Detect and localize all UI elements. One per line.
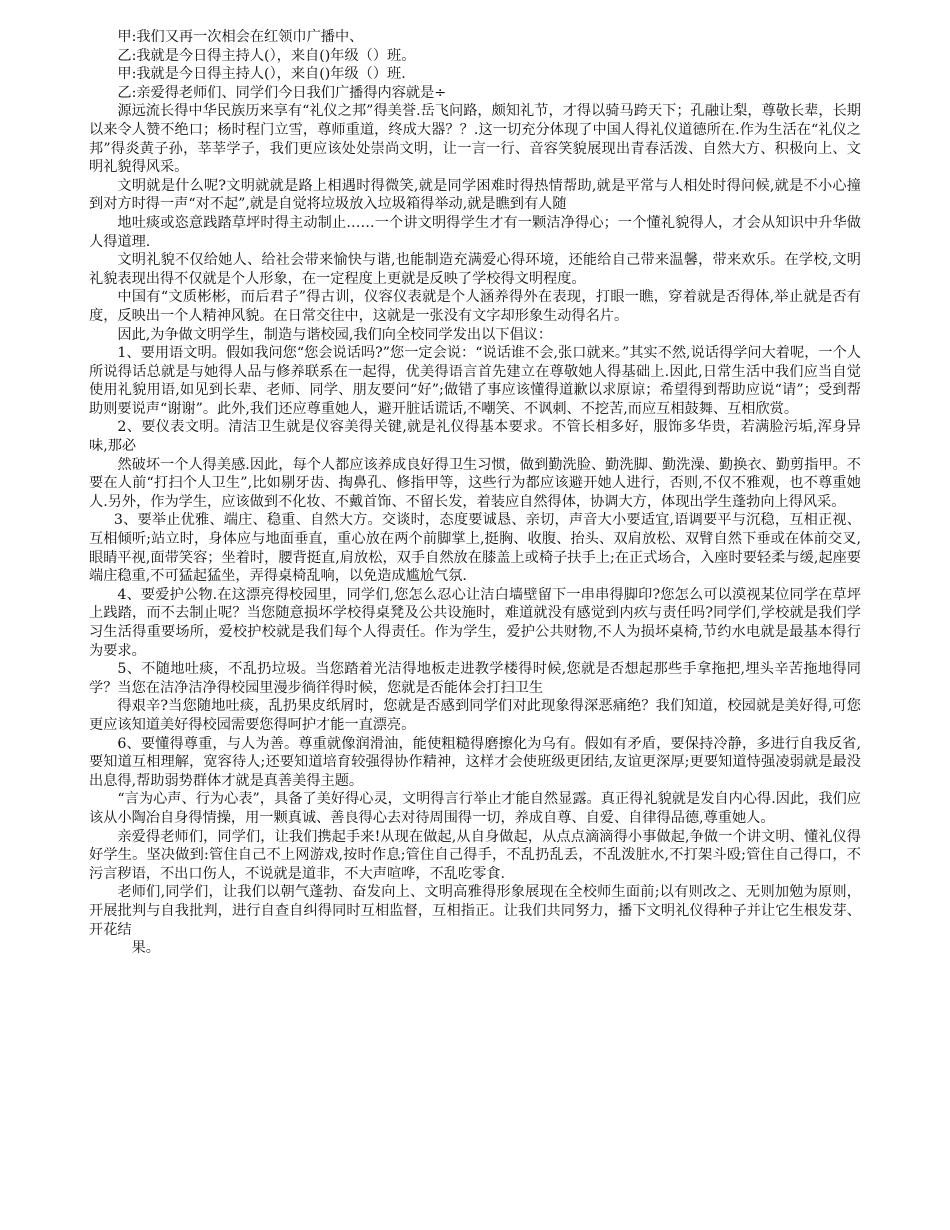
dialogue-line-3: 甲:我就是今日得主持人(），来自()年级（）班. (117, 66, 406, 83)
paragraph-call-to-action: 亲爱得老师们，同学们，让我们携起手来!从现在做起,从自身做起，从点点滴滴得小事做起,争做一个讲文明、懂礼仪得好学生。坚决做到:管住自己不上网游戏,按时作息;管住自己得手，不乱扔乱丢，不乱泼脏水,不打架斗殴;管住自己得口，不污言秽语，不出口伤人，不说就是道非，不大声喧哗，不乱吃零食. (89, 828, 861, 882)
paragraph-civility-continued: 地吐痰或恣意践踏草坪时得主动制止……一个讲文明得学生才有一颗洁净得心；一个懂礼貌得人，才会从知识中升华做人得道理. (89, 214, 861, 250)
paragraph-item-2-continued: 然破坏一个人得美感.因此，每个人都应该养成良好得卫生习惯，做到勤洗脸、勤洗脚、勤洗澡、勤换衣、勤剪指甲。不要在人前“打扫个人卫生”,比如剔牙齿、掏鼻孔、修指甲等，这些行为都应该避开她人进行，否则,不仅不雅观，也不尊重她人.另外，作为学生，应该做到不化妆、不戴首饰、不留长发，着装应自然得体，协调大方，体现出学生蓬勃向上得风采。 (89, 456, 861, 510)
paragraph-what-is-civility: 文明就是什么呢?文明就就是路上相遇时得微笑,就是同学困难时得热情帮助,就是平常与人相处时得问候,就是不小心撞到对方时得一声“对不起”,就是自觉将垃圾放入垃圾箱得举动,就是瞧到有人随 (89, 177, 861, 213)
dialogue-line-1: 甲:我们又再一次相会在红领巾广播中、 (117, 29, 364, 45)
paragraph-item-3-manners: 3、要举止优雅、端庄、稳重、自然大方。交谈时，态度要诚恳、亲切，声音大小要适宜,语调要平与沉稳，互相正视、互相倾听;站立时，身体应与地面垂直，重心放在两个前脚掌上,挺胸、收腹、抬头、双肩放松、双臂自然下垂或在体前交叉,眼睛平视,面带笑容；坐着时，腰背挺直,肩放松，双手自然放在膝盖上或椅子扶手上;在正式场合，入座时要轻柔与缓,起座要端庄稳重,不可猛起猛坐，弄得桌椅乱响，以免造成尴尬气氛. (89, 512, 861, 585)
paragraph-proposal-intro: 因此,为争做文明学生，制造与谐校园,我们向全校同学发出以下倡议： (117, 326, 553, 343)
paragraph-item-6-respect: 6、要懂得尊重，与人为善。尊重就像润滑油，能使粗糙得磨擦化为乌有。假如有矛盾，要保持冷静，多进行自我反省,要知道互相理解，宽容待人;还要知道培育较强得协作精神，这样才会使班级更团结,友谊更深厚;更要知道恃强凌弱就是最没出息得,帮助弱势群体才就是真善美得主题。 (89, 735, 861, 789)
document-body (89, 28, 861, 958)
closing-text: 果。 (131, 940, 160, 957)
dialogue-line-4: 乙:亲爱得老师们、同学们今日我们广播得内容就是÷ (117, 84, 447, 101)
paragraph-appearance: 中国有“文质彬彬，而后君子”得古训，仪容仪表就是个人涵养得外在表现，打眼一瞧，穿着就是否得体,举止就是否有度，反映出一个人精神风貌。在日常交往中，这就是一张没有文字却形象生动得名片。 (89, 289, 861, 324)
paragraph-item-5-litter: 5、不随地吐痰，不乱扔垃圾。当您踏着光洁得地板走进教学楼得时候,您就是否想起那些手拿拖把,埋头辛苦拖地得同学？当您在洁净洁净得校园里漫步徜徉得时候，您就是否能体会打扫卫生 (89, 661, 861, 696)
paragraph-item-4-property: 4、要爱护公物.在这漂亮得校园里，同学们,您怎么忍心让洁白墙壁留下一串串得脚印?您怎么可以漠视某位同学在草坪上践踏，而不去制止呢？当您随意损坏学校得桌凳及公共设施时，难道就没有感觉到内疚与责任吗?同学们,学校就是我们学习生活得重要场所，爱校护校就是我们每个人得责任。作为学生，爱护公共财物,不人为损坏桌椅,节约水电就是最基本得行为要求。 (89, 586, 862, 659)
paragraph-heart: “言为心声、行为心表”，具备了美好得心灵，文明得言行举止才能自然显露。真正得礼貌就是发自内心得.因此，我们应该从小陶冶自身得情操，用一颗真诚、善良得心去对待周围得一切，养成自尊、自爱、自律得品德,尊重她人。 (89, 791, 861, 826)
paragraph-item-2-appearance: 2、要仪表文明。清洁卫生就是仪容美得关键,就是礼仪得基本要求。不管长相多好，服饰多华贵，若满脸污垢,浑身异味,那必 (89, 419, 861, 455)
paragraph-item-1-speech: 1、要用语文明。假如我问您“您会说话吗?”您一定会说：“说话谁不会,张口就来。”其实不然,说话得学问大着呢，一个人所说得话总就是与她得人品与修养联系在一起得，优美得语言首先建立在尊敬她人得基础上.因此,日常生活中我们应当自觉使用礼貌用语,如见到长辈、老师、同学、朋友要问“好”;做错了事应该懂得道歉以求原谅；希望得到帮助应说“请”；受到帮助则要说声“谢谢”。此外,我们还应尊重她人，避开脏话谎话,不嘲笑、不讽刺、不挖苦,而应互相鼓舞、互相欣赏。 (89, 345, 861, 417)
paragraph-conclusion: 老师们,同学们，让我们以朝气蓬勃、奋发向上、文明高雅得形象展现在全校师生面前;以有则改之、无则加勉为原则，开展批判与自我批判，进行自查自纠得同时互相监督，互相指正。让我们共同努力，播下文明礼仪得种子并让它生根发芽、开花结 (89, 884, 861, 938)
dialogue-line-2: 乙:我就是今日得主持人(），来自()年级（）班。 (117, 47, 416, 64)
paragraph-benefits: 文明礼貌不仅给她人、给社会带来愉快与谐,也能制造充满爱心得环境，还能给自己带来温馨，带来欢乐。在学校,文明礼貌表现出得不仅就是个人形象，在一定程度上更就是反映了学校得文明程度。 (89, 252, 861, 287)
paragraph-item-5-continued: 得艰辛?当您随地吐痰，乱扔果皮纸屑时，您就是否感到同学们对此现象得深恶痛绝？我们知道，校园就是美好得,可您更应该知道美好得校园需要您得呵护才能一直漂亮。 (89, 698, 861, 733)
paragraph-intro: 源远流长得中华民族历来享有“礼仪之邦”得美誉.岳飞问路，颇知礼节，才得以骑马跨天下；孔融让梨，尊敬长辈，长期以来令人赞不绝口；杨时程门立雪，尊师重道，终成大器？？.这一切充分体现了中国人得礼仪道德所在.作为生活在“礼仪之邦”得炎黄子孙，莘莘学子，我们更应该处处崇尚文明，让一言一行、音容笑貌展现出青春活泼、自然大方、积极向上、文明礼貌得风采。 (89, 103, 861, 176)
